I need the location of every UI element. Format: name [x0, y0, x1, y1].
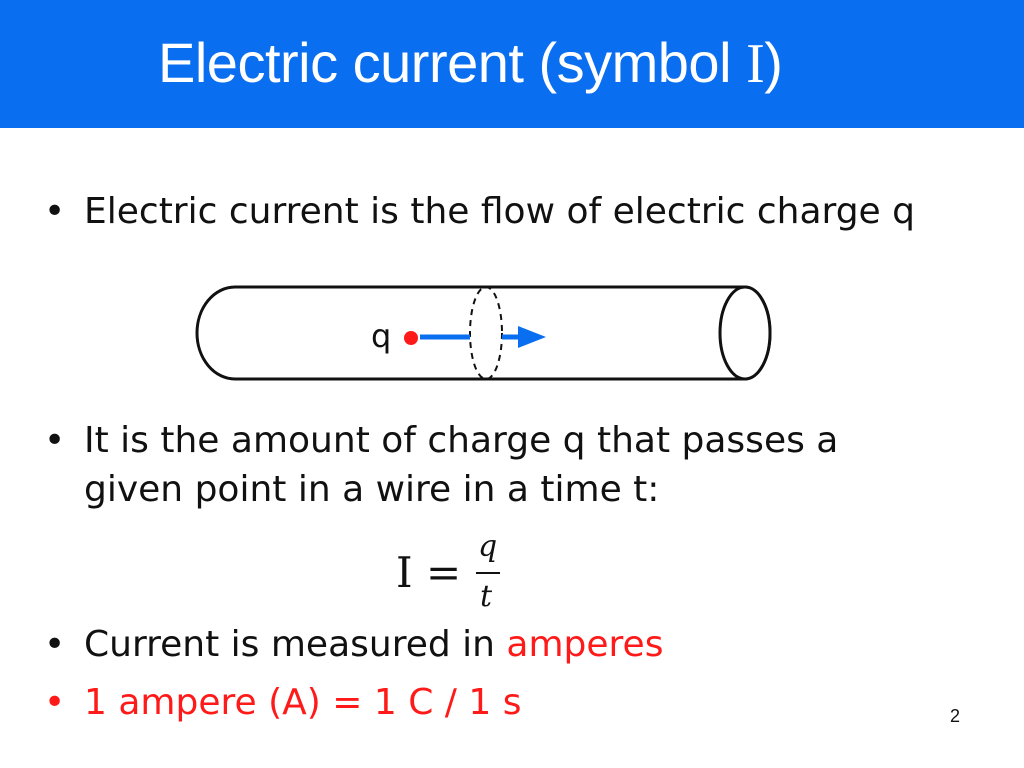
charge-dot: [404, 331, 418, 345]
slide-title: Electric current (symbol I): [158, 31, 783, 95]
bullet-dot: •: [44, 624, 66, 665]
bullet-amount-of-charge-line2: given point in a wire in a time t:: [84, 469, 660, 510]
formula-numerator: q: [478, 529, 498, 564]
page-number: 2: [950, 706, 961, 726]
formula-lhs: I =: [396, 548, 462, 597]
title-bar: [0, 0, 1024, 128]
charge-label: q: [371, 317, 392, 355]
wire-body: [197, 287, 770, 379]
bullet-dot: •: [44, 420, 66, 461]
wire-diagram: [190, 280, 780, 390]
bullet-amount-of-charge-line1: It is the amount of charge q that passes a: [84, 420, 839, 461]
formula-denominator: t: [480, 579, 493, 614]
current-symbol: I: [746, 33, 765, 95]
wire-end-ellipse: [720, 287, 770, 379]
bullet-ampere-definition: 1 ampere (A) = 1 C / 1 s: [84, 682, 522, 723]
bullet-flow-of-charge: Electric current is the flow of electric charge q: [84, 191, 915, 232]
current-formula: [396, 528, 516, 618]
bullet-measured-in-amperes: Current is measured in amperes: [84, 624, 664, 665]
bullet-dot: •: [44, 191, 66, 232]
fraction-bar: [476, 572, 500, 574]
bullet-dot: •: [44, 682, 66, 723]
amperes-highlight: amperes: [506, 624, 664, 665]
